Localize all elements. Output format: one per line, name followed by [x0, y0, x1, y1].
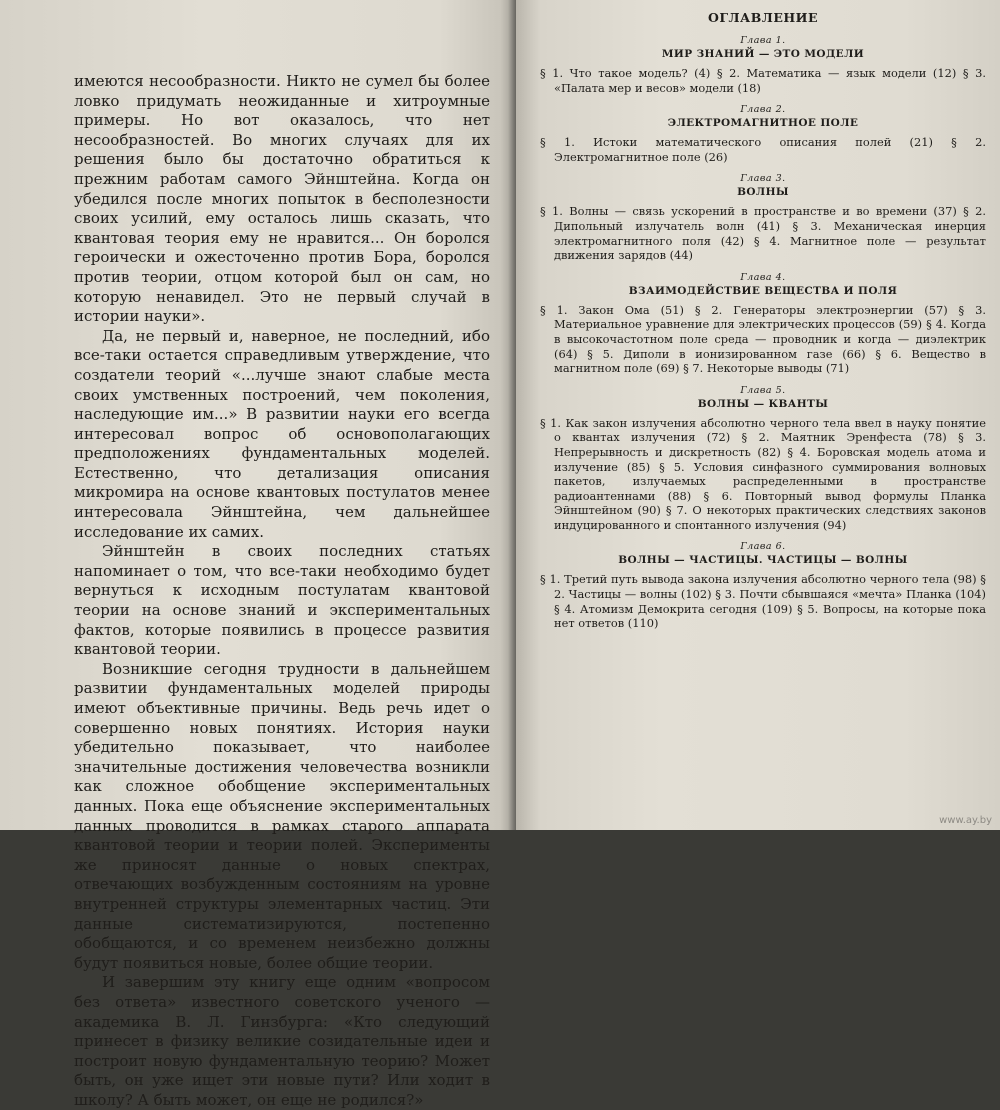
site-watermark: www.ay.by [939, 815, 992, 826]
chapter-label: Глава 3. [740, 173, 786, 185]
chapter-entries: § 1. Истоки математического описания полей (21) § 2. Электромагнитное поле (26) [540, 135, 986, 164]
chapter-label: Глава 2. [740, 104, 786, 116]
chapter-entries: § 1. Как закон излучения абсолютно черного тела ввел в науку понятие о квантах излучения (72) § 2. Маятник Эренфеста (78) § 3. Непрерывность и дискретность (82) § 4. Боровская модель атома и излучение (85) § 5. Условия синфазного суммирования волновых пакетов, излучаемых распределенными в пространстве радиоантеннами (88) § 6. Повторный вывод формулы Планка Эйнштейном (90) § 7. О некоторых практических следствиях законов индуцированного и спонтанного излучения (94) [540, 415, 986, 532]
paragraph-4: Возникшие сегодня трудности в дальнейшем развитии фундаментальных моделей природы имеют объективные причины. Ведь речь идет о совершенно новых понятиях. История науки убедительно показывает, что наиболее значительные достижения человечества возникли как сложное обобщение экспериментальных данных. Пока еще объяснение экспериментальных данных проводится в рамках старого аппарата квантовой теории и теории полей. Эксперименты же приносят данные о новых спектрах, отвечающих возбужденным состояниям на уровне внутренней структуры элементарных частиц. Эти данные систематизируются, постепенно обобщаются, и со временем неизбежно должны будут появиться новые, более общие теории. [74, 659, 490, 972]
chapter-4 [540, 272, 986, 376]
chapter-6 [540, 541, 986, 630]
chapter-label: Глава 5. [740, 384, 786, 396]
chapter-3 [540, 173, 986, 262]
chapter-label: Глава 6. [740, 541, 786, 553]
chapter-title: МИР ЗНАНИЙ — ЭТО МОДЕЛИ [661, 48, 865, 60]
chapter-entries: § 1. Третий путь вывода закона излучения абсолютно черного тела (98) § 2. Частицы — волны (102) § 3. Почти сбывшаяся «мечта» Планка (104) § 4. Атомизм Демокрита сегодня (109) § 5. Вопросы, на которые пока нет ответов (110) [540, 572, 986, 631]
paragraph-1: имеются несообразности. Никто не сумел бы более ловко придумать неожиданные и хитроумные примеры. Но вот оказалось, что нет несообразностей. Во многих случаях для их решения было бы достаточно обратиться к прежним работам самого Эйнштейна. Когда он убедился после многих попыток в бесполезности своих усилий, ему осталось лишь сказать, что квантовая теория ему не нравится... Он боролся героически и ожесточенно против Бора, боролся против теории, отцом которой был он сам, но которую ненавидел. Это не первый случай в истории науки». [74, 72, 490, 326]
chapter-title: ВОЛНЫ — КВАНТЫ [697, 397, 829, 410]
paragraph-3: Эйнштейн в своих последних статьях напоминает о том, что все-таки необходимо будет вернуться к исходным постулатам квантовой теории на основе знаний и экспериментальных фактов, которые появились в процессе развития квантовой теории. [74, 542, 490, 659]
chapter-entries: § 1. Закон Ома (51) § 2. Генераторы электроэнергии (57) § 3. Материальное уравнение для электрических процессов (59) § 4. Когда в высокочастотном поле среда — проводник и когда — диэлектрик (64) § 5. Диполи в ионизированном газе (66) § 6. Вещество в магнитном поле (69) § 7. Некоторые выводы (71) [540, 302, 986, 376]
contents-title: ОГЛАВЛЕНИЕ [707, 10, 819, 25]
chapter-title: ЭЛЕКТРОМАГНИТНОЕ ПОЛЕ [667, 117, 859, 130]
paragraph-5: И завершим эту книгу еще одним «вопросом без ответа» известного советского ученого — академика В. Л. Гинзбурга: «Кто следующий принесет в физику великие созидательные идеи и построит новую фундаментальную теорию? Может быть, он уже ищет эти новые пути? Или ходит в школу? А быть может, он еще не родился?» [74, 973, 490, 1109]
paragraph-2: Да, не первый и, наверное, не последний, ибо все-таки остается справедливым утверждение, что создатели теорий «...лучше знают слабые места своих умственных построений, чем поколения, наследующие им...» В развитии науки его всегда интересовал вопрос об основополагающих предположениях фундаментальных моделей. Естественно, что детализация описания микромира на основе квантовых постулатов менее интересовала Эйнштейна, чем дальнейшее исследование их самих. [74, 326, 490, 541]
chapter-title: ВОЛНЫ — ЧАСТИЦЫ. ЧАСТИЦЫ — ВОЛНЫ [618, 554, 908, 567]
chapter-entries: § 1. Волны — связь ускорений в пространстве и во времени (37) § 2. Дипольный излучатель волн (41) § 3. Механическая инерция электромагнитного поля (42) § 4. Магнитное поле — результат движения зарядов (44) [540, 204, 986, 263]
chapter-entries: § 1. Что такое модель? (4) § 2. Математика — язык модели (12) § 3. «Палата мер и весов» модели (18) [540, 66, 986, 95]
chapter-label: Глава 1. [740, 35, 786, 46]
chapter-1 [540, 35, 986, 95]
right-page-contents [516, 0, 1000, 830]
chapter-title: ВОЛНЫ [737, 186, 789, 199]
chapter-2 [540, 104, 986, 164]
chapter-label: Глава 4. [740, 271, 786, 283]
chapter-5 [540, 385, 986, 533]
chapter-title: ВЗАИМОДЕЙСТВИЕ ВЕЩЕСТВА И ПОЛЯ [628, 284, 898, 297]
